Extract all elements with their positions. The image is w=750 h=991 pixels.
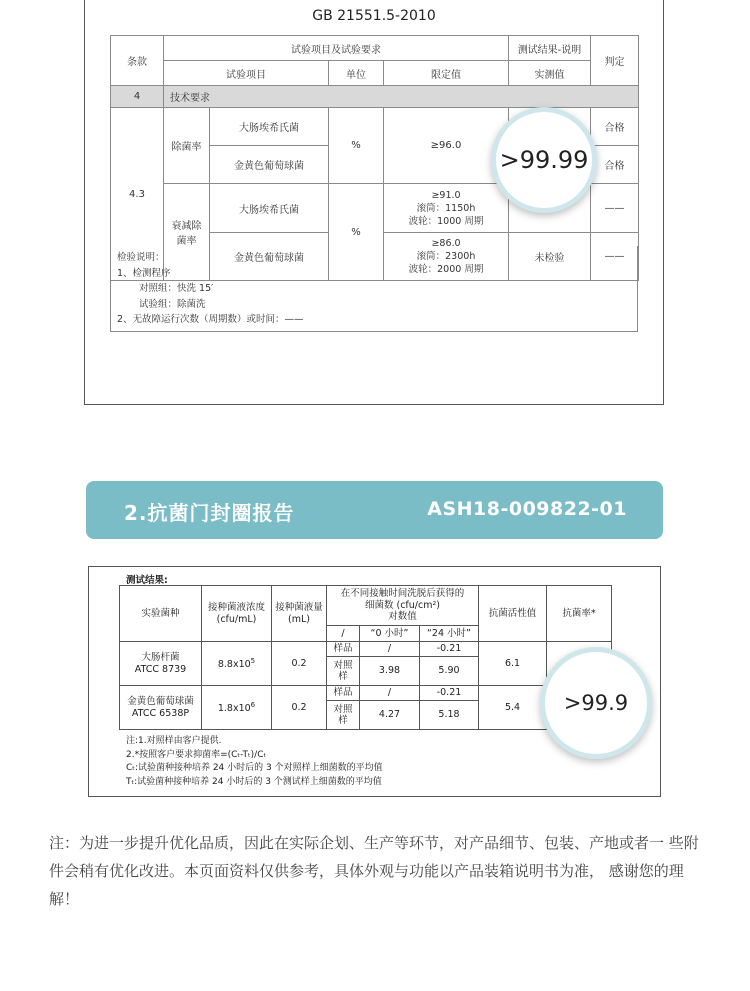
header-measured: 实测值 xyxy=(509,61,591,86)
decay-staph-label: 金黄色葡萄球菌 xyxy=(210,233,329,281)
decay-ecoli-judgement: —— xyxy=(591,184,639,233)
notes-line: Tₜ:试验菌种接种培养 24 小时后的 3 个测试样上细菌数的平均值 xyxy=(126,776,382,787)
sample-t0: / xyxy=(360,686,420,701)
header-limit: 限定值 xyxy=(384,61,509,86)
sample-label: 样品 xyxy=(327,642,360,657)
staph-judgement: 合格 xyxy=(591,146,639,184)
control-t0: 3.98 xyxy=(360,657,420,686)
control-t0: 4.27 xyxy=(360,701,420,730)
concentration-base: 8.8x10 xyxy=(217,659,251,671)
header-rate: 抗菌率* xyxy=(547,586,612,642)
decay-staph-measured: 未检验 xyxy=(509,233,591,281)
sample-t0: / xyxy=(360,642,420,657)
removal-unit: % xyxy=(329,108,384,184)
decay-staph-judgement: —— xyxy=(591,233,639,281)
header-concentration xyxy=(202,586,272,642)
strain-code: ATCC 6538P xyxy=(131,707,190,719)
ecoli-judgement: 合格 xyxy=(591,108,639,146)
volume-value: 0.2 xyxy=(272,686,327,730)
concentration-value xyxy=(202,642,272,686)
sample-label: 样品 xyxy=(327,686,360,701)
control-label: 对照样 xyxy=(327,657,360,686)
removal-rate-label: 除菌率 xyxy=(164,108,210,184)
header-slash: / xyxy=(327,626,360,642)
report-2-heading: 测试结果: xyxy=(126,575,168,586)
banner-report-code: ASH18-009822-01 xyxy=(427,498,627,520)
decay-limit-2-pulsator: 波轮：2000 周期 xyxy=(408,264,484,275)
strain-name: 大肠杆菌 xyxy=(141,652,180,663)
concentration-exponent: 5 xyxy=(250,657,256,666)
header-item-no: 条款 xyxy=(111,36,164,86)
highlight-badge-99-9: >99.9 xyxy=(540,647,652,759)
test-report-1 xyxy=(84,0,664,405)
activity-value: 6.1 xyxy=(479,642,547,686)
header-counts-line1: 在不同接触时间洗脱后获得的 xyxy=(340,588,465,600)
decay-unit: % xyxy=(329,184,384,281)
header-t0: “0 小时” xyxy=(360,626,420,642)
report-2-notes xyxy=(126,735,383,789)
section-title: 技术要求 xyxy=(164,86,639,108)
decay-limit-2-value: ≥86.0 xyxy=(431,238,461,249)
section-no: 4 xyxy=(111,86,164,108)
notes-line: 1、检测程序 xyxy=(117,267,171,279)
report-2-table xyxy=(119,585,612,730)
header-judgement: 判定 xyxy=(591,36,639,86)
header-concentration-unit: (cfu/mL) xyxy=(216,613,257,625)
header-activity: 抗菌活性值 xyxy=(479,586,547,642)
standard-code: GB 21551.5-2010 xyxy=(312,8,436,24)
control-label: 对照样 xyxy=(327,701,360,730)
report-1-notes xyxy=(110,246,638,332)
sample-t24: -0.21 xyxy=(420,642,479,657)
strain-staph xyxy=(120,686,202,730)
header-result-note: 测试结果-说明 xyxy=(509,36,591,61)
header-volume: 接种菌液量(mL) xyxy=(272,586,327,642)
decay-limit-2-drum: 滚筒：2300h xyxy=(416,251,476,262)
decay-limit-1-pulsator: 波轮：1000 周期 xyxy=(408,215,484,227)
notes-line: 2、无故障运行次数（周期数）或时间：—— xyxy=(117,314,304,325)
header-test-items-req: 试验项目及试验要求 xyxy=(164,36,509,61)
ecoli-label: 大肠埃希氏菌 xyxy=(210,108,329,146)
header-counts-line3: 对数值 xyxy=(388,611,417,623)
control-t24: 5.90 xyxy=(420,657,479,686)
sample-t24: -0.21 xyxy=(420,686,479,701)
header-counts-line2: 细菌数 (cfu/cm²) xyxy=(364,599,440,611)
banner-title: 2.抗菌门封圈报告 xyxy=(124,501,295,525)
disclaimer-note: 注：为进一步提升优化品质，因此在实际企划、生产等环节，对产品细节、包装、产地或者一 些附件会稍有优化改进。本页面资料仅供参考，具体外观与功能以产品装箱说明书为准， 感谢您的理解！ xyxy=(49,834,699,908)
notes-line: 试验组：除菌洗 xyxy=(139,298,206,310)
decay-limit-1-value: ≥91.0 xyxy=(431,189,461,201)
clause-no: 4.3 xyxy=(111,108,164,281)
notes-line: 注:1.对照样由客户提供. xyxy=(126,736,222,746)
section-banner xyxy=(86,481,663,539)
control-t24: 5.18 xyxy=(420,701,479,730)
concentration-base: 1.8x10 xyxy=(217,703,251,715)
strain-name: 金黄色葡萄球菌 xyxy=(127,696,194,707)
concentration-exponent: 6 xyxy=(250,701,256,710)
volume-value: 0.2 xyxy=(272,642,327,686)
notes-line: 对照组：快洗 15′ xyxy=(139,283,214,294)
header-concentration-label: 接种菌液浓度 xyxy=(207,602,265,613)
concentration-value xyxy=(202,686,272,730)
header-t24: “24 小时” xyxy=(420,626,479,642)
header-unit: 单位 xyxy=(329,61,384,86)
notes-line: Cₜ:试验菌种接种培养 24 小时后的 3 个对照样上细菌数的平均值 xyxy=(126,763,383,773)
strain-ecoli xyxy=(120,642,202,686)
decay-ecoli-label: 大肠埃希氏菌 xyxy=(210,184,329,233)
activity-value: 5.4 xyxy=(479,686,547,730)
highlight-badge-99-99: >99.99 xyxy=(491,107,597,213)
strain-code: ATCC 8739 xyxy=(134,663,187,675)
removal-limit: ≥96.0 xyxy=(384,108,509,184)
decay-limit-1-drum: 滚筒：1150h xyxy=(416,202,476,214)
decay-limit-1 xyxy=(384,184,509,233)
decay-rate-label: 衰减除菌率 xyxy=(164,184,210,281)
header-test-item: 试验项目 xyxy=(164,61,329,86)
staph-label: 金黄色葡萄球菌 xyxy=(210,146,329,184)
header-counts xyxy=(327,586,479,626)
notes-title: 检验说明： xyxy=(117,252,165,263)
notes-line: 2.*按照客户要求抑菌率=(Cₜ-Tₜ)/Cₜ xyxy=(126,749,267,760)
header-strain: 实验菌种 xyxy=(120,586,202,642)
